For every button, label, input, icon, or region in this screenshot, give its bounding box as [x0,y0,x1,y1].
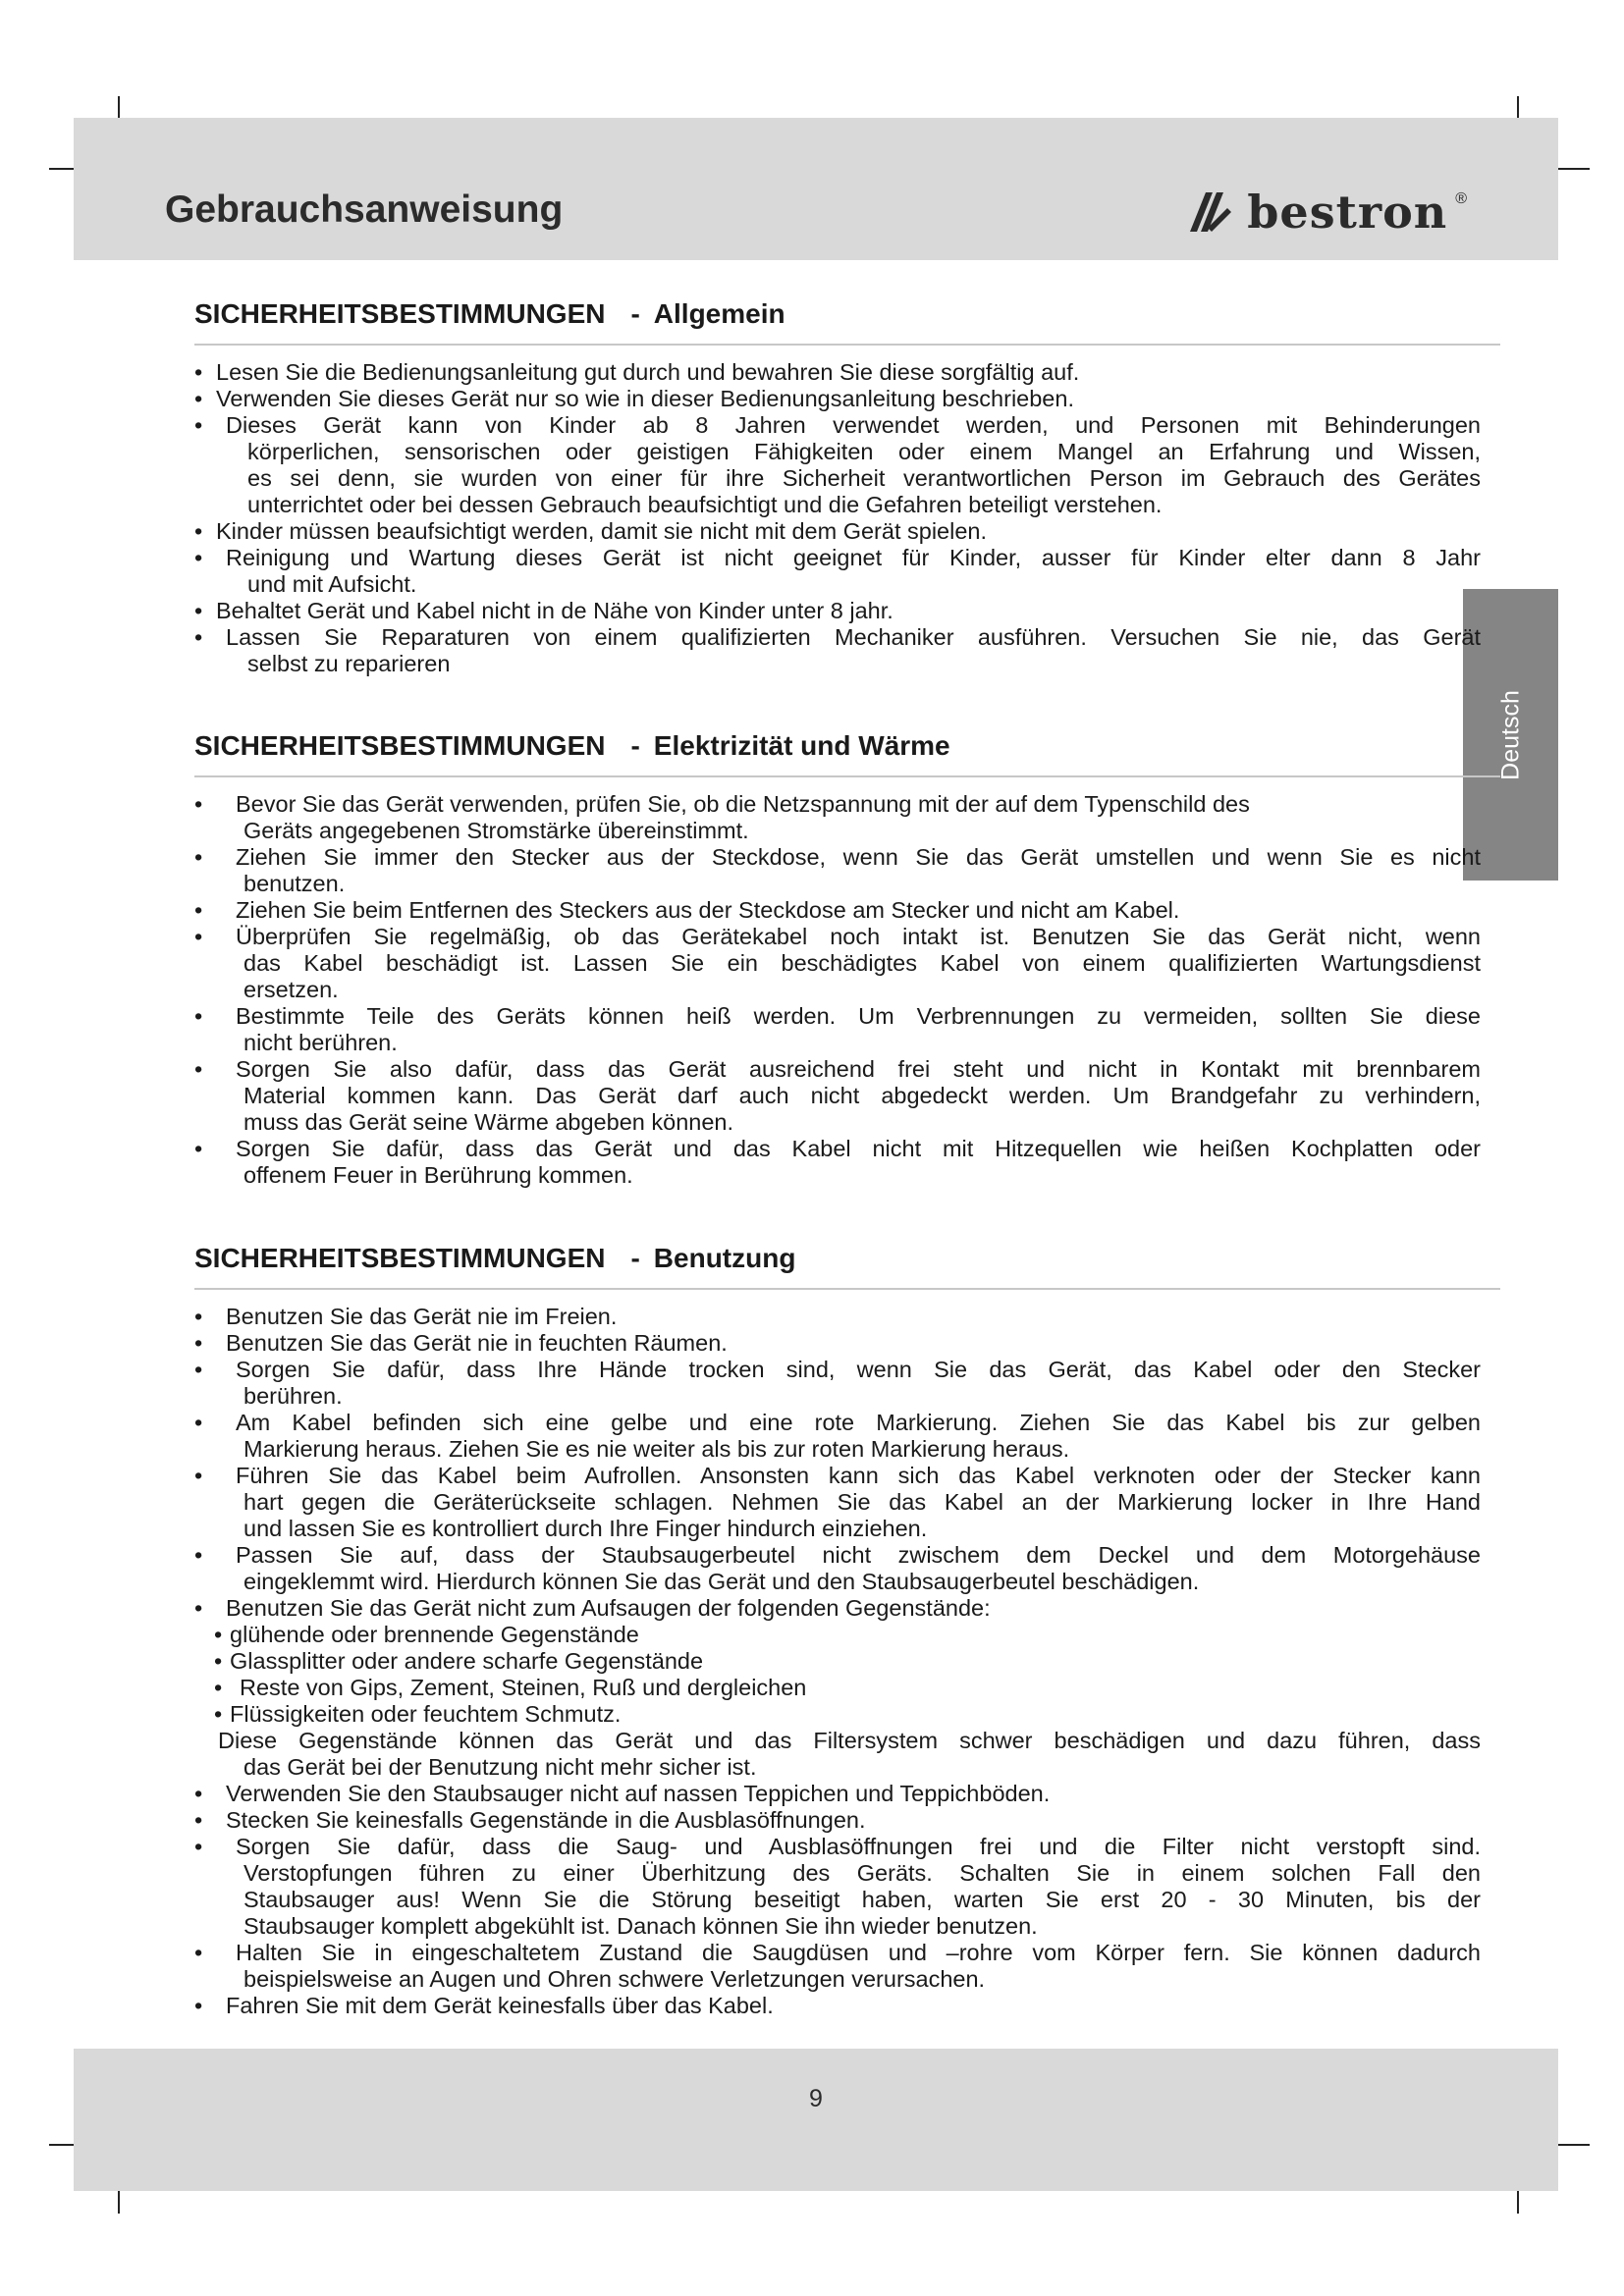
list-item-text: und mit Aufsicht. [247,571,417,597]
list-item [194,624,1500,677]
section-separator: - [630,1243,640,1273]
list-item-text: muss das Gerät seine Wärme abgeben können. [244,1109,733,1135]
list-item-text: Halten Sie in eingeschaltetem Zustand die Saugdüsen und –rohre vom Körper fern. Sie können dadurch [236,1940,1481,1965]
list-item-text: Sorgen Sie also dafür, dass das Gerät ausreichend frei steht und nicht in Kontakt mit brennbarem [236,1056,1481,1082]
bullet-icon: • [194,1003,203,1029]
list-item-text: und lassen Sie es kontrolliert durch Ihre Finger hindurch einziehen. [244,1516,928,1541]
list-item-text: Führen Sie das Kabel beim Aufrollen. Ansonsten kann sich das Kabel verknoten oder der Stecker kann [236,1463,1481,1488]
list-item [194,598,1500,624]
list-item-text: Ziehen Sie immer den Stecker aus der Steckdose, wenn Sie das Gerät umstellen und wenn Sie es nicht [236,844,1481,870]
bullet-icon: • [194,359,203,385]
list-item-text: Lesen Sie die Bedienungsanleitung gut durch und bewahren Sie diese sorgfältig auf. [216,359,1080,385]
bullet-list [194,791,1500,1189]
list-item-text: das Gerät bei der Benutzung nicht mehr sicher ist. [244,1754,757,1780]
bullet-icon: • [194,1463,203,1488]
list-item [194,1003,1500,1056]
list-item-text: offenem Feuer in Berührung kommen. [244,1162,633,1188]
bullet-icon: • [214,1675,223,1700]
list-item [194,1728,1500,1781]
bullet-list [194,1304,1500,2019]
bullet-icon: • [194,1304,203,1329]
list-item-text: Glassplitter oder andere scharfe Gegenstände [230,1648,704,1674]
bullet-icon: • [194,598,203,623]
list-item [194,791,1500,844]
list-item-text: ersetzen. [244,977,339,1002]
list-item-text: berühren. [244,1383,343,1409]
list-item-text: Bestimmte Teile des Geräts können heiß werden. Um Verbrennungen zu vermeiden, sollten Sie diese [236,1003,1481,1029]
list-item-text: Bevor Sie das Gerät verwenden, prüfen Sie, ob die Netzspannung mit der auf dem Typenschild des [236,791,1250,817]
bullet-icon: • [194,924,203,949]
bullet-icon: • [214,1622,223,1647]
list-item [194,1701,1500,1728]
list-item-text: Reinigung und Wartung dieses Gerät ist nicht geeignet für Kinder, ausser für Kinder elter dann 8 Jahr [226,545,1481,570]
brand-name: bestron [1247,186,1448,239]
section-subtitle: Elektrizität und Wärme [653,730,950,761]
list-item-text: körperlichen, sensorischen oder geistigen Fähigkeiten oder einem Mangel an Erfahrung und Wissen, [247,439,1481,464]
bullet-icon: • [214,1701,223,1727]
chevron-logo-icon [1188,190,1239,234]
list-item [194,1330,1500,1357]
footer-band [74,2049,1558,2191]
list-item [194,1357,1500,1410]
bullet-icon: • [194,518,203,544]
section-title: SICHERHEITSBESTIMMUNGEN [194,298,606,329]
list-item-text: eingeklemmt wird. Hierdurch können Sie das Gerät und den Staubsaugerbeutel beschädigen. [244,1569,1200,1594]
list-item-text: Am Kabel befinden sich eine gelbe und eine rote Markierung. Ziehen Sie das Kabel bis zur gelben [236,1410,1481,1435]
list-item [194,386,1500,412]
bullet-icon: • [194,386,203,411]
list-item-text: Verwenden Sie den Staubsauger nicht auf nassen Teppichen und Teppichböden. [226,1781,1051,1806]
bullet-icon: • [194,1595,203,1621]
bullet-icon: • [194,545,203,570]
page-title: Gebrauchsanweisung [165,188,564,231]
section-separator: - [630,298,640,329]
bullet-icon: • [194,1357,203,1382]
list-item-text: Kinder müssen beaufsichtigt werden, damit sie nicht mit dem Gerät spielen. [216,518,988,544]
list-item [194,1410,1500,1463]
list-item [194,924,1500,1003]
list-item [194,897,1500,924]
list-item [194,545,1500,598]
bullet-list [194,359,1500,677]
brand-logo [1188,185,1467,240]
list-item-text: Material kommen kann. Das Gerät darf auch nicht abgedeckt werden. Um Brandgefahr zu verhindern, [244,1083,1481,1108]
bullet-icon: • [194,1781,203,1806]
list-item-text: Verwenden Sie dieses Gerät nur so wie in dieser Bedienungsanleitung beschrieben. [216,386,1074,411]
section-elektrizitaet [194,730,1500,1189]
list-item-text: Diese Gegenstände können das Gerät und das Filtersystem schwer beschädigen und dazu führen, dass [218,1728,1481,1753]
bullet-icon: • [194,1136,203,1161]
bullet-icon: • [194,1056,203,1082]
section-subtitle: Benutzung [653,1243,796,1273]
list-item-text: hart gegen die Geräterückseite schlagen. Nehmen Sie das Kabel an der Markierung locker in Ihre Hand [244,1489,1481,1515]
list-item [194,1463,1500,1542]
list-item-text: Dieses Gerät kann von Kinder ab 8 Jahren verwendet werden, und Personen mit Behinderungen [226,412,1481,438]
list-item-text: Behaltet Gerät und Kabel nicht in de Nähe von Kinder unter 8 jahr. [216,598,893,623]
list-item [194,1940,1500,1993]
list-item-text: unterrichtet oder bei dessen Gebrauch beaufsichtigt und die Gefahren beteiligt verstehen. [247,492,1163,517]
list-item-text: selbst zu reparieren [247,651,451,676]
list-item-text: Benutzen Sie das Gerät nie im Freien. [226,1304,618,1329]
list-item-text: Staubsauger aus! Wenn Sie die Störung beseitigt haben, warten Sie erst 20 - 30 Minuten, bis der [244,1887,1481,1912]
list-item [194,1136,1500,1189]
section-allgemein [194,298,1500,677]
list-item-text: Sorgen Sie dafür, dass Ihre Hände trocken sind, wenn Sie das Gerät, das Kabel oder den Stecker [236,1357,1481,1382]
list-item [194,359,1500,386]
list-item-text: glühende oder brennende Gegenstände [230,1622,639,1647]
bullet-icon: • [194,1834,203,1859]
list-item [194,1622,1500,1648]
list-item-text: Lassen Sie Reparaturen von einem qualifizierten Mechaniker ausführen. Versuchen Sie nie, das Gerät [226,624,1481,650]
list-item [194,1781,1500,1807]
bullet-icon: • [214,1648,223,1674]
list-item-text: Benutzen Sie das Gerät nie in feuchten Räumen. [226,1330,728,1356]
page-number: 9 [809,2085,823,2112]
registered-mark: ® [1455,190,1467,207]
list-item [194,1993,1500,2019]
list-item-text: benutzen. [244,871,346,896]
list-item [194,844,1500,897]
bullet-icon: • [194,1993,203,2018]
list-item [194,1595,1500,1622]
bullet-icon: • [194,897,203,923]
language-tab-label: Deutsch [1496,689,1524,780]
bullet-icon: • [194,844,203,870]
list-item-text: Sorgen Sie dafür, dass die Saug- und Ausblasöffnungen frei und die Filter nicht verstopft sind. [236,1834,1481,1859]
bullet-icon: • [194,791,203,817]
bullet-icon: • [194,624,203,650]
list-item-text: Geräts angegebenen Stromstärke übereinstimmt. [244,818,749,843]
bullet-icon: • [194,1330,203,1356]
list-item-text: Benutzen Sie das Gerät nicht zum Aufsaugen der folgenden Gegenstände: [226,1595,991,1621]
list-item [194,1807,1500,1834]
list-item-text: Stecken Sie keinesfalls Gegenstände in die Ausblasöffnungen. [226,1807,866,1833]
list-item [194,412,1500,518]
list-item-text: Staubsauger komplett abgekühlt ist. Danach können Sie ihn wieder benutzen. [244,1913,1038,1939]
list-item-text: Verstopfungen führen zu einer Überhitzung des Geräts. Schalten Sie in einem solchen Fall den [244,1860,1481,1886]
list-item-text: Markierung heraus. Ziehen Sie es nie weiter als bis zur roten Markierung heraus. [244,1436,1070,1462]
list-item-text: Fahren Sie mit dem Gerät keinesfalls über das Kabel. [226,1993,774,2018]
list-item-text: Flüssigkeiten oder feuchtem Schmutz. [230,1701,622,1727]
list-item [194,1056,1500,1136]
section-subtitle: Allgemein [653,298,785,329]
section-heading [194,1243,1500,1290]
list-item [194,1675,1500,1701]
section-title: SICHERHEITSBESTIMMUNGEN [194,1243,606,1273]
list-item-text: Passen Sie auf, dass der Staubsaugerbeutel nicht zwischem dem Deckel und dem Motorgehäuse [236,1542,1481,1568]
list-item [194,1648,1500,1675]
list-item-text: Ziehen Sie beim Entfernen des Steckers aus der Steckdose am Stecker und nicht am Kabel. [236,897,1180,923]
list-item-text: das Kabel beschädigt ist. Lassen Sie ein beschädigtes Kabel von einem qualifizierten Wartungsdienst [244,950,1481,976]
bullet-icon: • [194,1542,203,1568]
list-item [194,1304,1500,1330]
list-item-text: Sorgen Sie dafür, dass das Gerät und das Kabel nicht mit Hitzequellen wie heißen Kochplatten oder [236,1136,1481,1161]
section-title: SICHERHEITSBESTIMMUNGEN [194,730,606,761]
section-heading [194,298,1500,346]
section-benutzung [194,1243,1500,2019]
section-heading [194,730,1500,777]
bullet-icon: • [194,412,203,438]
list-item [194,1834,1500,1940]
header-band [74,118,1558,260]
list-item-text: Überprüfen Sie regelmäßig, ob das Gerätekabel noch intakt ist. Benutzen Sie das Gerät nicht, wenn [236,924,1481,949]
list-item-text: es sei denn, sie wurden von einer für ihre Sicherheit verantwortlichen Person im Gebrauch des Gerätes [247,465,1481,491]
list-item-text: Reste von Gips, Zement, Steinen, Ruß und dergleichen [240,1675,807,1700]
list-item [194,1542,1500,1595]
list-item-text: nicht berühren. [244,1030,398,1055]
section-separator: - [630,730,640,761]
list-item-text: beispielsweise an Augen und Ohren schwere Verletzungen verursachen. [244,1966,986,1992]
list-item [194,518,1500,545]
bullet-icon: • [194,1940,203,1965]
bullet-icon: • [194,1807,203,1833]
bullet-icon: • [194,1410,203,1435]
